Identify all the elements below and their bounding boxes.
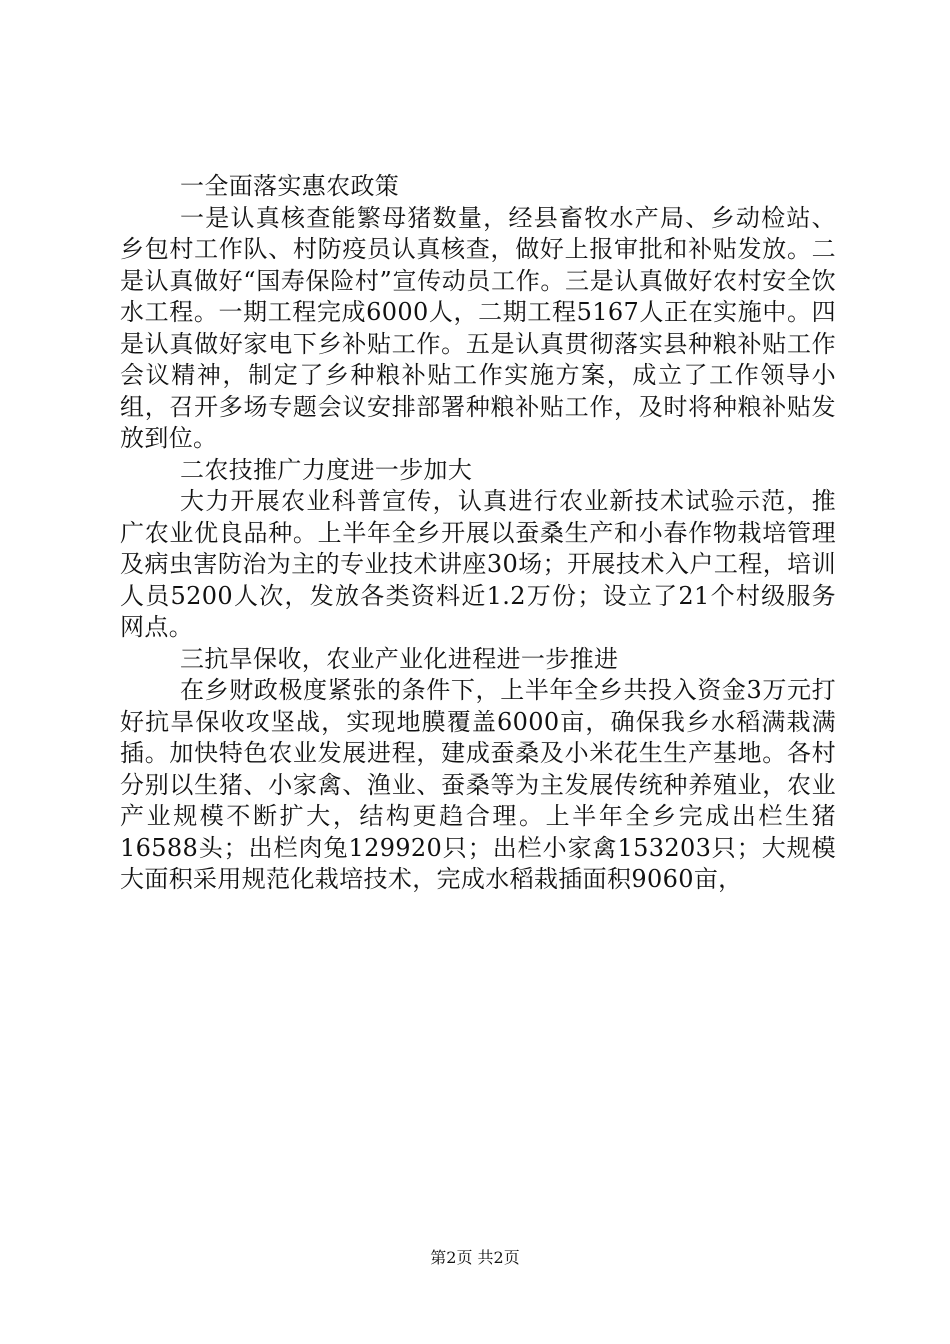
section-paragraph-1: 一是认真核查能繁母猪数量，经县畜牧水产局、乡动检站、乡包村工作队、村防疫员认真核查，做好上报审批和补贴发放。二是认真做好“国寿保险村”宣传动员工作。三是认真做好农村安全饮水工程。一期工程完成6000人，二期工程5167人正在实施中。四是认真做好家电下乡补贴工作。五是认真贯彻落实县种粮补贴工作会议精神，制定了乡种粮补贴工作实施方案，成立了工作领导小组，召开多场专题会议安排部署种粮补贴工作，及时将种粮补贴发放到位。	[120, 203, 836, 452]
section-paragraph-3: 在乡财政极度紧张的条件下，上半年全乡共投入资金3万元打好抗旱保收攻坚战，实现地膜覆盖6000亩，确保我乡水稻满栽满插。加快特色农业发展进程，建成蚕桑及小米花生生产基地。各村分别以生猪、小家禽、渔业、蚕桑等为主发展传统种养殖业，农业产业规模不断扩大，结构更趋合理。上半年全乡完成出栏生猪16588头；出栏肉兔129920只；出栏小家禽153203只；大规模大面积采用规范化栽培技术，完成水稻栽插面积9060亩，	[120, 676, 836, 893]
page-number-footer: 第2页 共2页	[430, 1248, 520, 1267]
section-heading-2: 二农技推广力度进一步加大	[180, 455, 473, 484]
document-body	[120, 171, 836, 896]
section-heading-3: 三抗旱保收，农业产业化进程进一步推进	[180, 644, 619, 673]
section-paragraph-2: 大力开展农业科普宣传，认真进行农业新技术试验示范，推广农业优良品种。上半年全乡开展以蚕桑生产和小春作物栽培管理及病虫害防治为主的专业技术讲座30场；开展技术入户工程，培训人员5200人次，发放各类资料近1.2万份；设立了21个村级服务网点。	[120, 487, 836, 641]
section-heading-1: 一全面落实惠农政策	[180, 172, 400, 200]
